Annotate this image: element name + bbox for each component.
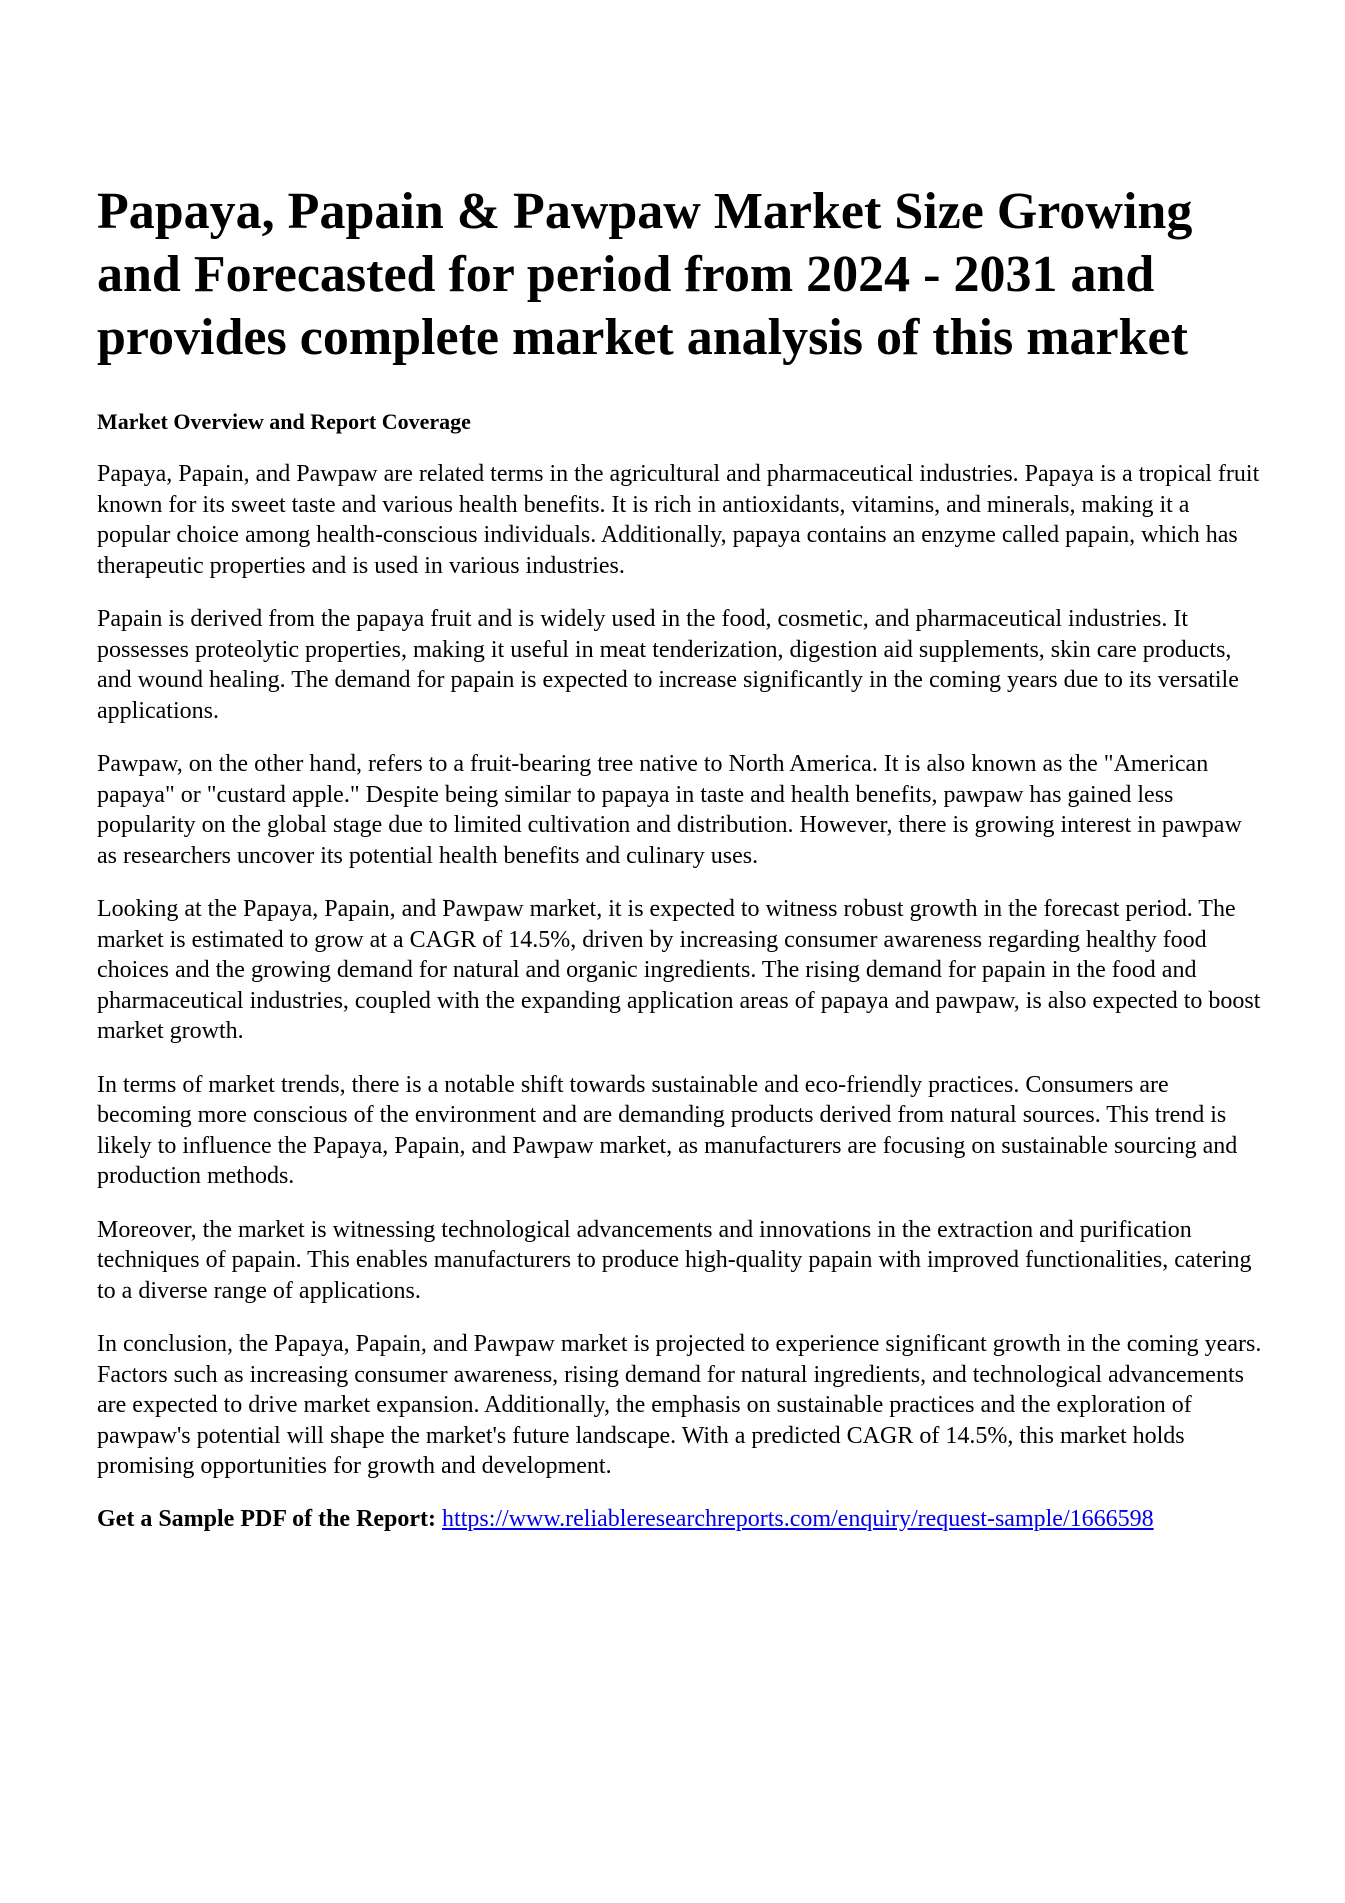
sample-request	[97, 1504, 1265, 1535]
paragraph-technology: Moreover, the market is witnessing technological advancements and innovations in the extraction and purification techniques of papain. This enables manufacturers to produce high-quality papain with improved functionalities, catering to a diverse range of applications.	[97, 1216, 1252, 1304]
paragraph-papain: Papain is derived from the papaya fruit and is widely used in the food, cosmetic, and pharmaceutical industries. It possesses proteolytic properties, making it useful in meat tenderization, digestion aid supplements, skin care products, and wound healing. The demand for papain is expected to increase significantly in the coming years due to its versatile applications.	[97, 606, 1239, 724]
page-title: Papaya, Papain & Pawpaw Market Size Growing and Forecasted for period from 2024 - 2031 and provides complete market analysis of this market	[97, 183, 1193, 366]
paragraph-market-trends: In terms of market trends, there is a notable shift towards sustainable and eco-friendly practices. Consumers are becoming more conscious of the environment and are demanding products derived from natural sources. This trend is likely to influence the Papaya, Papain, and Pawpaw market, as manufacturers are focusing on sustainable sourcing and production methods.	[97, 1071, 1238, 1189]
document-page	[97, 180, 1265, 1534]
sample-link[interactable]: https://www.reliableresearchreports.com/enquiry/request-sample/1666598	[442, 1505, 1154, 1532]
paragraph-intro: Papaya, Papain, and Pawpaw are related terms in the agricultural and pharmaceutical industries. Papaya is a tropical fruit known for its sweet taste and various health benefits. It is rich in antioxidants, vitamins, and minerals, making it a popular choice among health-conscious individuals. Additionally, papaya contains an enzyme called papain, which has therapeutic properties and is used in various industries.	[97, 461, 1260, 579]
paragraph-pawpaw: Pawpaw, on the other hand, refers to a fruit-bearing tree native to North America. It is also known as the "American papaya" or "custard apple." Despite being similar to papaya in taste and health benefits, pawpaw has gained less popularity on the global stage due to limited cultivation and distribution. However, there is growing interest in pawpaw as researchers uncover its potential health benefits and culinary uses.	[97, 751, 1242, 869]
section-heading: Market Overview and Report Coverage	[97, 409, 471, 434]
paragraph-market-growth: Looking at the Papaya, Papain, and Pawpaw market, it is expected to witness robust growth in the forecast period. The market is estimated to grow at a CAGR of 14.5%, driven by increasing consumer awareness regarding healthy food choices and the growing demand for natural and organic ingredients. The rising demand for papain in the food and pharmaceutical industries, coupled with the expanding application areas of papaya and pawpaw, is also expected to boost market growth.	[97, 896, 1261, 1044]
sample-label: Get a Sample PDF of the Report:	[97, 1505, 437, 1532]
paragraph-conclusion: In conclusion, the Papaya, Papain, and Pawpaw market is projected to experience significant growth in the coming years. Factors such as increasing consumer awareness, rising demand for natural ingredients, and technological advancements are expected to drive market expansion. Additionally, the emphasis on sustainable practices and the exploration of pawpaw's potential will shape the market's future landscape. With a predicted CAGR of 14.5%, this market holds promising opportunities for growth and development.	[97, 1331, 1262, 1479]
